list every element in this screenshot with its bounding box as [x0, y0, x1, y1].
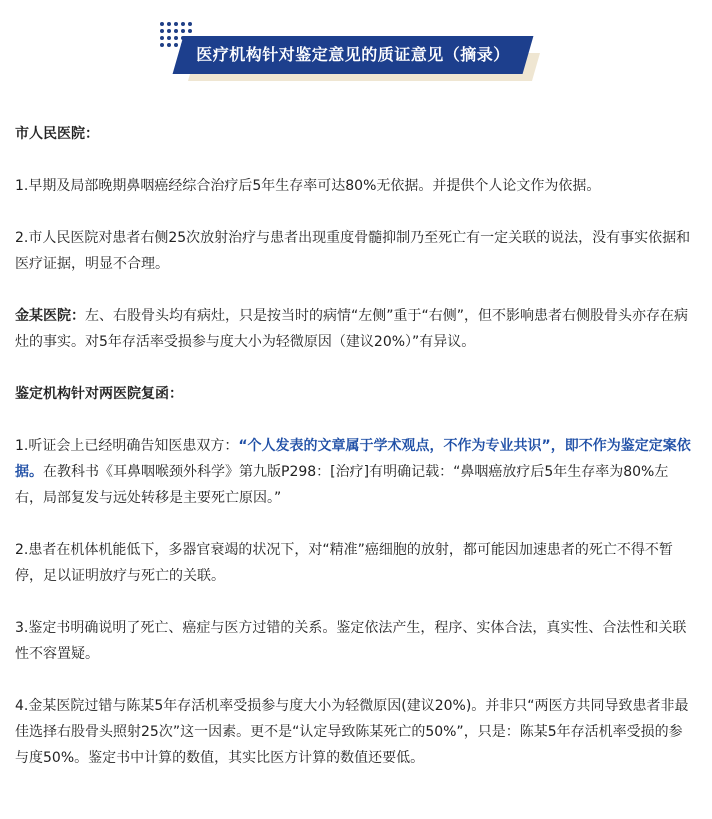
jin-hospital-text: 左、右股骨头均有病灶，只是按当时的病情“左侧”重于“右侧”，但不影响患者右侧股骨头亦存在病灶的事实。对5年存活率受损参与度大小为轻微原因（建议20%）”有异议。 [15, 308, 689, 350]
reply-point-1 [15, 433, 695, 511]
page-title: 医疗机构针对鉴定意见的质证意见（摘录） [196, 45, 510, 64]
hospital-heading: 市人民医院： [15, 126, 99, 142]
reply-point-1-rest: 在教科书《耳鼻咽喉颈外科学》第九版P298：[治疗]有明确记载：“鼻咽癌放疗后5年生存率为80%左右，局部复发与远处转移是主要死亡原因。” [15, 464, 669, 506]
reply-point-4: 4.金某医院过错与陈某5年存活机率受损参与度大小为轻微原因(建议20%)。并非只“两医方共同导致患者非最佳选择右股骨头照射25次”这一因素。更不是“认定导致陈某死亡的50%”，只是：陈某5年存活机率受损的参与度50%。鉴定书中计算的数值，其实比医方计算的数值还要低。 [15, 698, 689, 766]
hospital-point-2: 2.市人民医院对患者右侧25次放射治疗与患者出现重度骨髓抑制乃至死亡有一定关联的说法，没有事实依据和医疗证据，明显不合理。 [15, 230, 691, 272]
hospital-point-1: 1.早期及局部晚期鼻咽癌经综合治疗后5年生存率可达80%无依据。并提供个人论文作为依据。 [15, 178, 601, 194]
reply-heading: 鉴定机构针对两医院复函： [15, 386, 183, 402]
reply-point-1-highlight: “个人发表的文章属于学术观点，不作为专业共识”，即不作为鉴定定案依据。 [15, 438, 691, 480]
jin-hospital-paragraph [15, 303, 695, 355]
article-body [15, 121, 695, 771]
title-banner [0, 0, 712, 100]
reply-point-1-intro: 1.听证会上已经明确告知医患双方： [15, 438, 239, 454]
reply-point-2: 2.患者在机体机能低下，多器官衰竭的状况下，对“精准”癌细胞的放射，都可能因加速患者的死亡不得不暂停，足以证明放疗与死亡的关联。 [15, 542, 673, 584]
jin-hospital-label: 金某医院： [15, 308, 85, 324]
reply-point-3: 3.鉴定书明确说明了死亡、癌症与医方过错的关系。鉴定依法产生，程序、实体合法，真实性、合法性和关联性不容置疑。 [15, 620, 687, 662]
